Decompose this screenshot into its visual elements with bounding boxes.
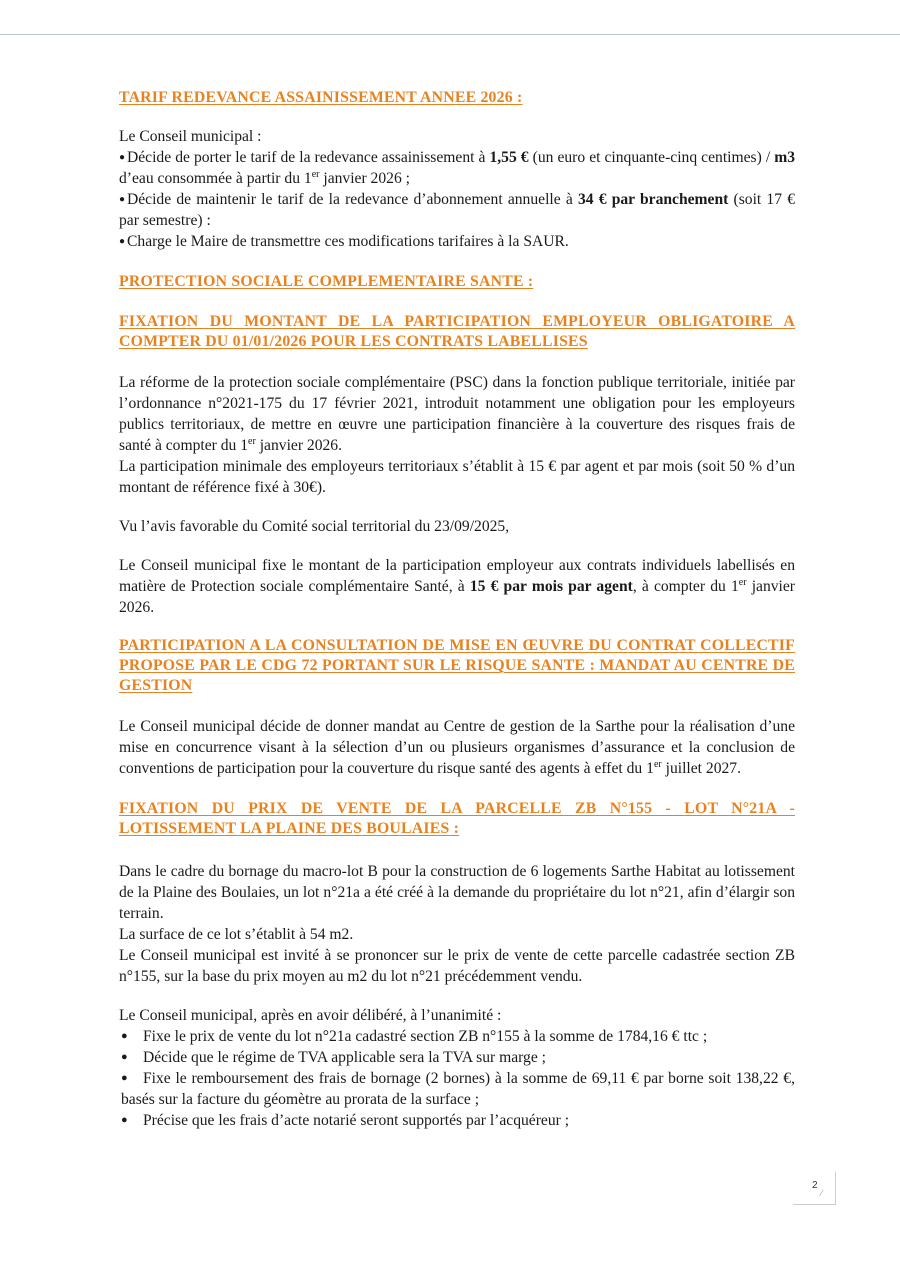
council-intro: Le Conseil municipal : [119,128,262,145]
page-number: 2 [812,1180,818,1191]
bullet-icon: ● [121,1051,128,1063]
list-item [119,231,795,252]
bullet-text: Fixe le remboursement des frais de bornage (2 bornes) à la somme de 69,11 € par borne soit 138,22 €, basés sur la facture du géomètre au prorata de la surface ; [121,1070,795,1108]
bullet-text: Décide de porter le tarif de la redevance assainissement à 1,55 € (un euro et cinquante-cinq centimes) / m3 d’eau consommée à partir du 1er janvier 2026 ; [119,149,795,187]
list-item [119,1047,795,1068]
paragraph: Le Conseil municipal est invité à se prononcer sur le prix de vente de cette parcelle cadastrée section ZB n°155, sur la base du prix moyen au m2 du lot n°21 précédemment vendu. [119,947,795,985]
bullet-text: Décide de maintenir le tarif de la redevance d’abonnement annuelle à 34 € par branchement (soit 17 € par semestre) : [119,191,795,229]
paragraph: La réforme de la protection sociale complémentaire (PSC) dans la fonction publique territoriale, initiée par l’ordonnance n°2021-175 du 17 février 2021, introduit notamment une obligation pour les employeurs publics territoriaux, de mettre en œuvre une participation financière à la couverture des risques frais de santé à compter du 1er janvier 2026. [119,374,795,454]
section-title-protection-sociale: PROTECTION SOCIALE COMPLEMENTAIRE SANTE : [119,273,534,290]
paragraph: Le Conseil municipal décide de donner mandat au Centre de gestion de la Sarthe pour la réalisation d’une mise en concurrence visant à la sélection d’un ou plusieurs organismes d’assurance et la conclusion de conventions de participation pour la couverture du risque santé des agents à effet du 1er juillet 2027. [119,718,795,777]
list-item [119,147,795,189]
bullet-icon: ● [119,236,126,247]
section-title-redevance: TARIF REDEVANCE ASSAINISSEMENT ANNEE 2026 : [119,89,523,106]
section-title-prix-vente-parcelle: FIXATION DU PRIX DE VENTE DE LA PARCELLE ZB N°155 - LOT N°21A - LOTISSEMENT LA PLAINE DES BOULAIES : [119,800,795,837]
page-number-box [793,1172,836,1205]
bullet-icon: ● [119,152,126,163]
bullet-icon: ● [121,1030,128,1042]
bullet-text: Charge le Maire de transmettre ces modifications tarifaires à la SAUR. [127,233,569,250]
paragraph: Vu l’avis favorable du Comité social territorial du 23/09/2025, [119,518,510,535]
paragraph: Le Conseil municipal fixe le montant de la participation employeur aux contrats individuels labellisés en matière de Protection sociale complémentaire Santé, à 15 € par mois par agent, à compter du 1er janvier 2026. [119,557,795,616]
list-item [119,189,795,231]
bullet-icon: ● [121,1114,128,1126]
paragraph: La participation minimale des employeurs territoriaux s’établit à 15 € par agent et par mois (soit 50 % d’un montant de référence fixé à 30€). [119,458,795,496]
paragraph: La surface de ce lot s’établit à 54 m2. [119,926,354,943]
bullet-icon: ● [119,194,126,205]
list-item [119,1026,795,1047]
section-title-consultation-cdg72: PARTICIPATION A LA CONSULTATION DE MISE EN ŒUVRE DU CONTRAT COLLECTIF PROPOSE PAR LE CDG 72 PORTANT SUR LE RISQUE SANTE : MANDAT AU CENTRE DE GESTION [119,637,795,694]
list-item [119,1110,795,1131]
paragraph: Le Conseil municipal, après en avoir délibéré, à l’unanimité : [119,1007,502,1024]
bullet-icon: ● [121,1072,128,1084]
bullet-text: Décide que le régime de TVA applicable sera la TVA sur marge ; [143,1049,547,1066]
bullet-text: Précise que les frais d’acte notarié seront supportés par l’acquéreur ; [143,1112,570,1129]
top-rule [0,34,900,35]
section-title-participation-employeur: FIXATION DU MONTANT DE LA PARTICIPATION EMPLOYEUR OBLIGATOIRE A COMPTER DU 01/01/2026 POUR LES CONTRATS LABELLISES [119,313,795,350]
list-item [119,1068,795,1110]
paragraph: Dans le cadre du bornage du macro-lot B pour la construction de 6 logements Sarthe Habitat au lotissement de la Plaine des Boulaies, un lot n°21a a été créé à la demande du propriétaire du lot n°21, afin d’élargir son terrain. [119,863,795,922]
bullet-text: Fixe le prix de vente du lot n°21a cadastré section ZB n°155 à la somme de 1784,16 € ttc ; [143,1028,708,1045]
document-page [119,88,795,1131]
initial-mark-icon: ⁄ [821,1188,823,1198]
